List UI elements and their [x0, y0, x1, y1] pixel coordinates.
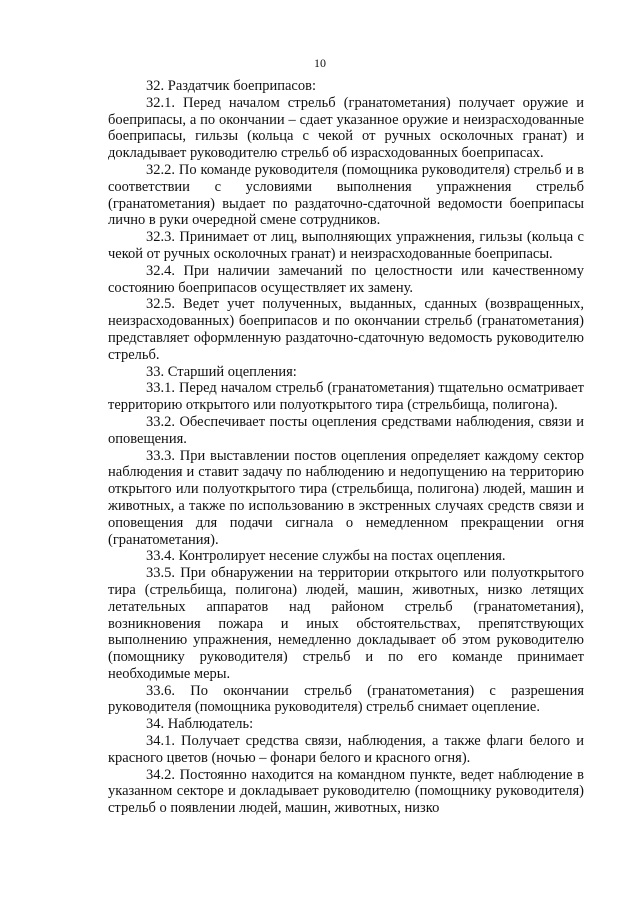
paragraph: 33.6. По окончании стрельб (гранатометания) с разрешения руководителя (помощника руководителя) стрельб снимает оцепление. [108, 682, 584, 716]
body-text [108, 78, 584, 817]
paragraph: 32.2. По команде руководителя (помощника руководителя) стрельб и в соответствии с условиями выполнения упражнения стрельб (гранатометания) выдает по раздаточно-сдаточной ведомости боеприпасы лично в руки очередной смене сотрудников. [108, 161, 584, 229]
paragraph: 34.2. Постоянно находится на командном пункте, ведет наблюдение в указанном секторе и докладывает руководителю (помощнику руководителя) стрельб о появлении людей, машин, животных, низко [108, 766, 584, 817]
paragraph: 33.5. При обнаружении на территории открытого или полуоткрытого тира (стрельбища, полигона) людей, машин, животных, низко летящих летательных аппаратов над районом стрельб (гранатометания), возникновения пожара и иных обстоятельствах, препятствующих выполнению упражнения, немедленно докладывает об этом руководителю (помощнику руководителя) стрельб и по его команде принимает необходимые меры. [108, 565, 584, 682]
paragraph: 32.3. Принимает от лиц, выполняющих упражнения, гильзы (кольца с чекой от ручных осколочных гранат) и неизрасходованные боеприпасы. [108, 229, 584, 262]
paragraph: 34.1. Получает средства связи, наблюдения, а также флаги белого и красного цветов (ночью – фонари белого и красного огня). [108, 733, 584, 766]
paragraph: 32.1. Перед началом стрельб (гранатометания) получает оружие и боеприпасы, а по окончании – сдает указанное оружие и неизрасходованные боеприпасы, гильзы (кольца с чекой от ручных осколочных гранат) и докладывает руководителю стрельб об израсходованных боеприпасах. [108, 94, 584, 162]
paragraph: 34. Наблюдатель: [146, 716, 254, 733]
paragraph: 32. Раздатчик боеприпасов: [146, 78, 316, 94]
paragraph: 33.1. Перед началом стрельб (гранатометания) тщательно осматривает территорию открытого или полуоткрытого тира (стрельбища, полигона). [108, 380, 584, 414]
paragraph: 32.4. При наличии замечаний по целостности или качественному состоянию боеприпасов осуществляет их замену. [108, 262, 584, 296]
paragraph: 33.4. Контролирует несение службы на постах оцепления. [146, 548, 506, 565]
paragraph: 33.2. Обеспечивает посты оцепления средствами наблюдения, связи и оповещения. [108, 413, 584, 447]
paragraph: 33.3. При выставлении постов оцепления определяет каждому сектор наблюдения и ставит задачу по наблюдению и недопущению на территорию открытого или полуоткрытого тира (стрельбища, полигона) людей, машин и животных, а также по использованию в экстренных случаях средств связи и оповещения для подачи сигнала о немедленном прекращении огня (гранатометания). [108, 447, 584, 548]
paragraph: 32.5. Ведет учет полученных, выданных, сданных (возвращенных, неизрасходованных) боеприпасов и по окончании стрельб (гранатометания) представляет оформленную раздаточно-сдаточную ведомость руководителю стрельб. [108, 296, 584, 363]
paragraph: 33. Старший оцепления: [146, 363, 297, 380]
page-number: 10 [314, 56, 326, 70]
